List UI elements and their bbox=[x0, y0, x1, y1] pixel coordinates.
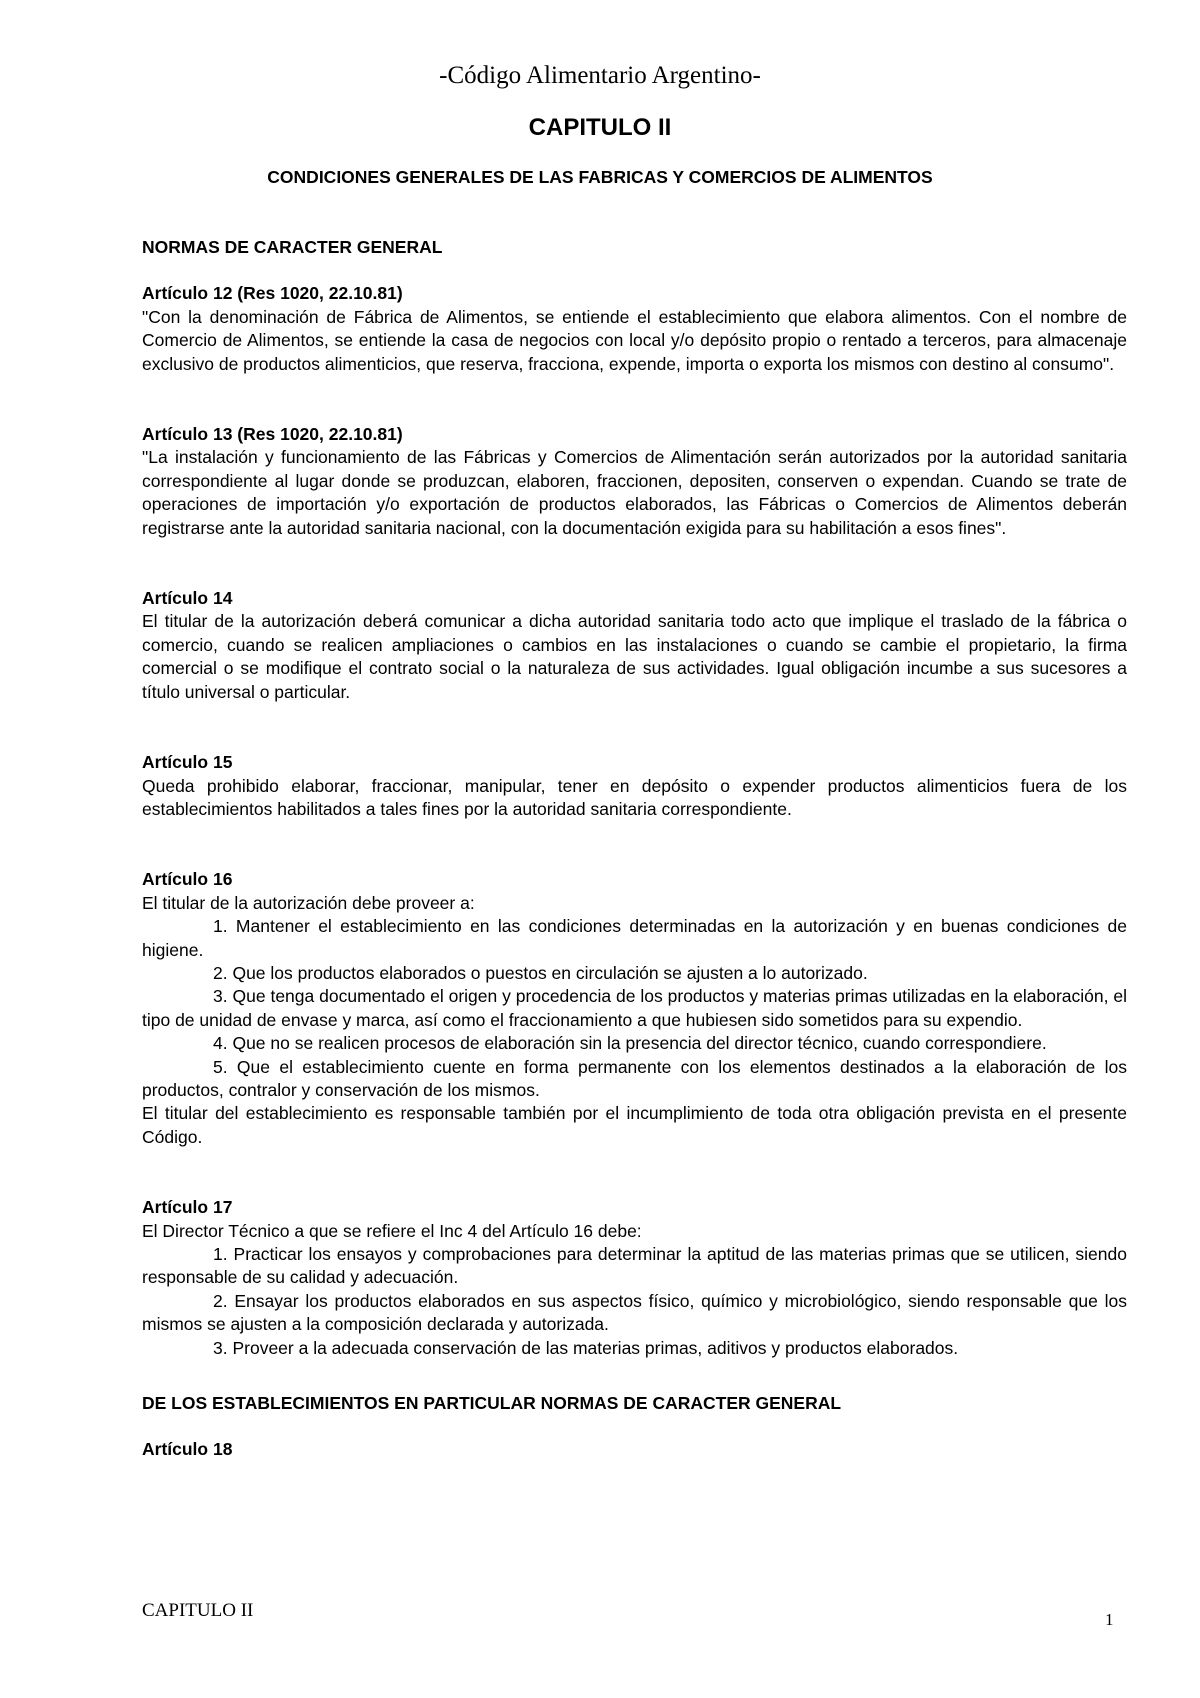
article-heading: Artículo 12 (Res 1020, 22.10.81) bbox=[142, 283, 403, 304]
article-paragraph: "Con la denominación de Fábrica de Alimentos, se entiende el establecimiento que elabora alimentos. Con el nombre de Comercio de Alimentos, se entiende la casa de negocios con local y/o depósito propio o rentado a terceros, para almacenaje exclusivo de productos alimenticios, que reserva, fracciona, expende, importa o exporta los mismos con destino al consumo". bbox=[142, 306, 1127, 374]
article-16 bbox=[142, 868, 1127, 1149]
section-heading-particular: DE LOS ESTABLECIMIENTOS EN PARTICULAR NORMAS DE CARACTER GENERAL bbox=[142, 1393, 842, 1414]
article-14 bbox=[142, 587, 1127, 704]
document-body bbox=[142, 236, 1127, 1462]
article-paragraph: Queda prohibido elaborar, fraccionar, manipular, tener en depósito o expender productos alimenticios fuera de los establecimientos habilitados a tales fines por la autoridad sanitaria correspondiente. bbox=[142, 775, 1127, 819]
article-paragraph: El titular de la autorización deberá comunicar a dicha autoridad sanitaria todo acto que implique el traslado de la fábrica o comercio, cuando se realicen ampliaciones o cambios en las instalaciones o cuando se cambie el propietario, la firma comercial o se modifique el contrato social o la naturaleza de sus actividades. Igual obligación incumbe a sus sucesores a título universal o particular. bbox=[142, 611, 1127, 702]
article-12 bbox=[142, 282, 1127, 376]
article-heading: Artículo 17 bbox=[142, 1197, 233, 1218]
article-13 bbox=[142, 423, 1127, 540]
chapter-subtitle: CONDICIONES GENERALES DE LAS FABRICAS Y COMERCIOS DE ALIMENTOS bbox=[267, 167, 933, 187]
list-item: 4. Que no se realicen procesos de elaboración sin la presencia del director técnico, cuando correspondiere. bbox=[213, 1033, 1047, 1054]
article-intro: El Director Técnico a que se refiere el Inc 4 del Artículo 16 debe: bbox=[142, 1220, 642, 1241]
article-intro: El titular de la autorización debe proveer a: bbox=[142, 892, 475, 913]
section-heading-general: NORMAS DE CARACTER GENERAL bbox=[142, 237, 443, 257]
list-item: 1. Practicar los ensayos y comprobaciones para determinar la aptitud de las materias primas que se utilicen, siendo responsable de su calidad y adecuación. bbox=[142, 1244, 1127, 1288]
list-item: 1. Mantener el establecimiento en las condiciones determinadas en la autorización y en buenas condiciones de higiene. bbox=[142, 916, 1127, 960]
article-heading: Artículo 15 bbox=[142, 752, 233, 773]
list-item: 3. Que tenga documentado el origen y procedencia de los productos y materias primas utilizadas en la elaboración, el tipo de unidad de envase y marca, así como el fraccionamiento a que hubiesen sido sometidos para su expendio. bbox=[142, 986, 1127, 1030]
list-item: 5. Que el establecimiento cuente en forma permanente con los elementos destinados a la elaboración de los productos, contralor y conservación de los mismos. bbox=[142, 1056, 1127, 1100]
footer-chapter: CAPITULO II bbox=[142, 1600, 254, 1621]
article-15 bbox=[142, 751, 1127, 821]
article-17 bbox=[142, 1196, 1127, 1360]
list-item: 2. Que los productos elaborados o puestos en circulación se ajusten a lo autorizado. bbox=[213, 962, 868, 983]
article-heading: Artículo 14 bbox=[142, 588, 233, 609]
article-outro: El titular del establecimiento es responsable también por el incumplimiento de toda otra obligación prevista en el presente Código. bbox=[142, 1103, 1127, 1147]
article-heading: Artículo 13 (Res 1020, 22.10.81) bbox=[142, 424, 403, 445]
article-heading: Artículo 16 bbox=[142, 869, 233, 890]
document-title: -Código Alimentario Argentino- bbox=[439, 62, 761, 89]
list-item: 3. Proveer a la adecuada conservación de las materias primas, aditivos y productos elaborados. bbox=[213, 1337, 959, 1358]
article-heading: Artículo 18 bbox=[142, 1439, 233, 1460]
page-number: 1 bbox=[1105, 1610, 1114, 1629]
article-paragraph: "La instalación y funcionamiento de las Fábricas y Comercios de Alimentación serán autorizados por la autoridad sanitaria correspondiente al lugar donde se produzcan, elaboren, fraccionen, depositen, conserven o expendan. Cuando se trate de operaciones de importación y/o exportación de productos elaborados, las Fábricas o Comercios de Alimentos deberán registrarse ante la autoridad sanitaria nacional, con la documentación exigida para su habilitación a esos fines". bbox=[142, 447, 1127, 538]
list-item: 2. Ensayar los productos elaborados en sus aspectos físico, químico y microbiológico, siendo responsable que los mismos se ajusten a la composición declarada y autorizada. bbox=[142, 1290, 1127, 1335]
chapter-title: CAPITULO II bbox=[528, 114, 672, 141]
article-18 bbox=[142, 1438, 1127, 1461]
